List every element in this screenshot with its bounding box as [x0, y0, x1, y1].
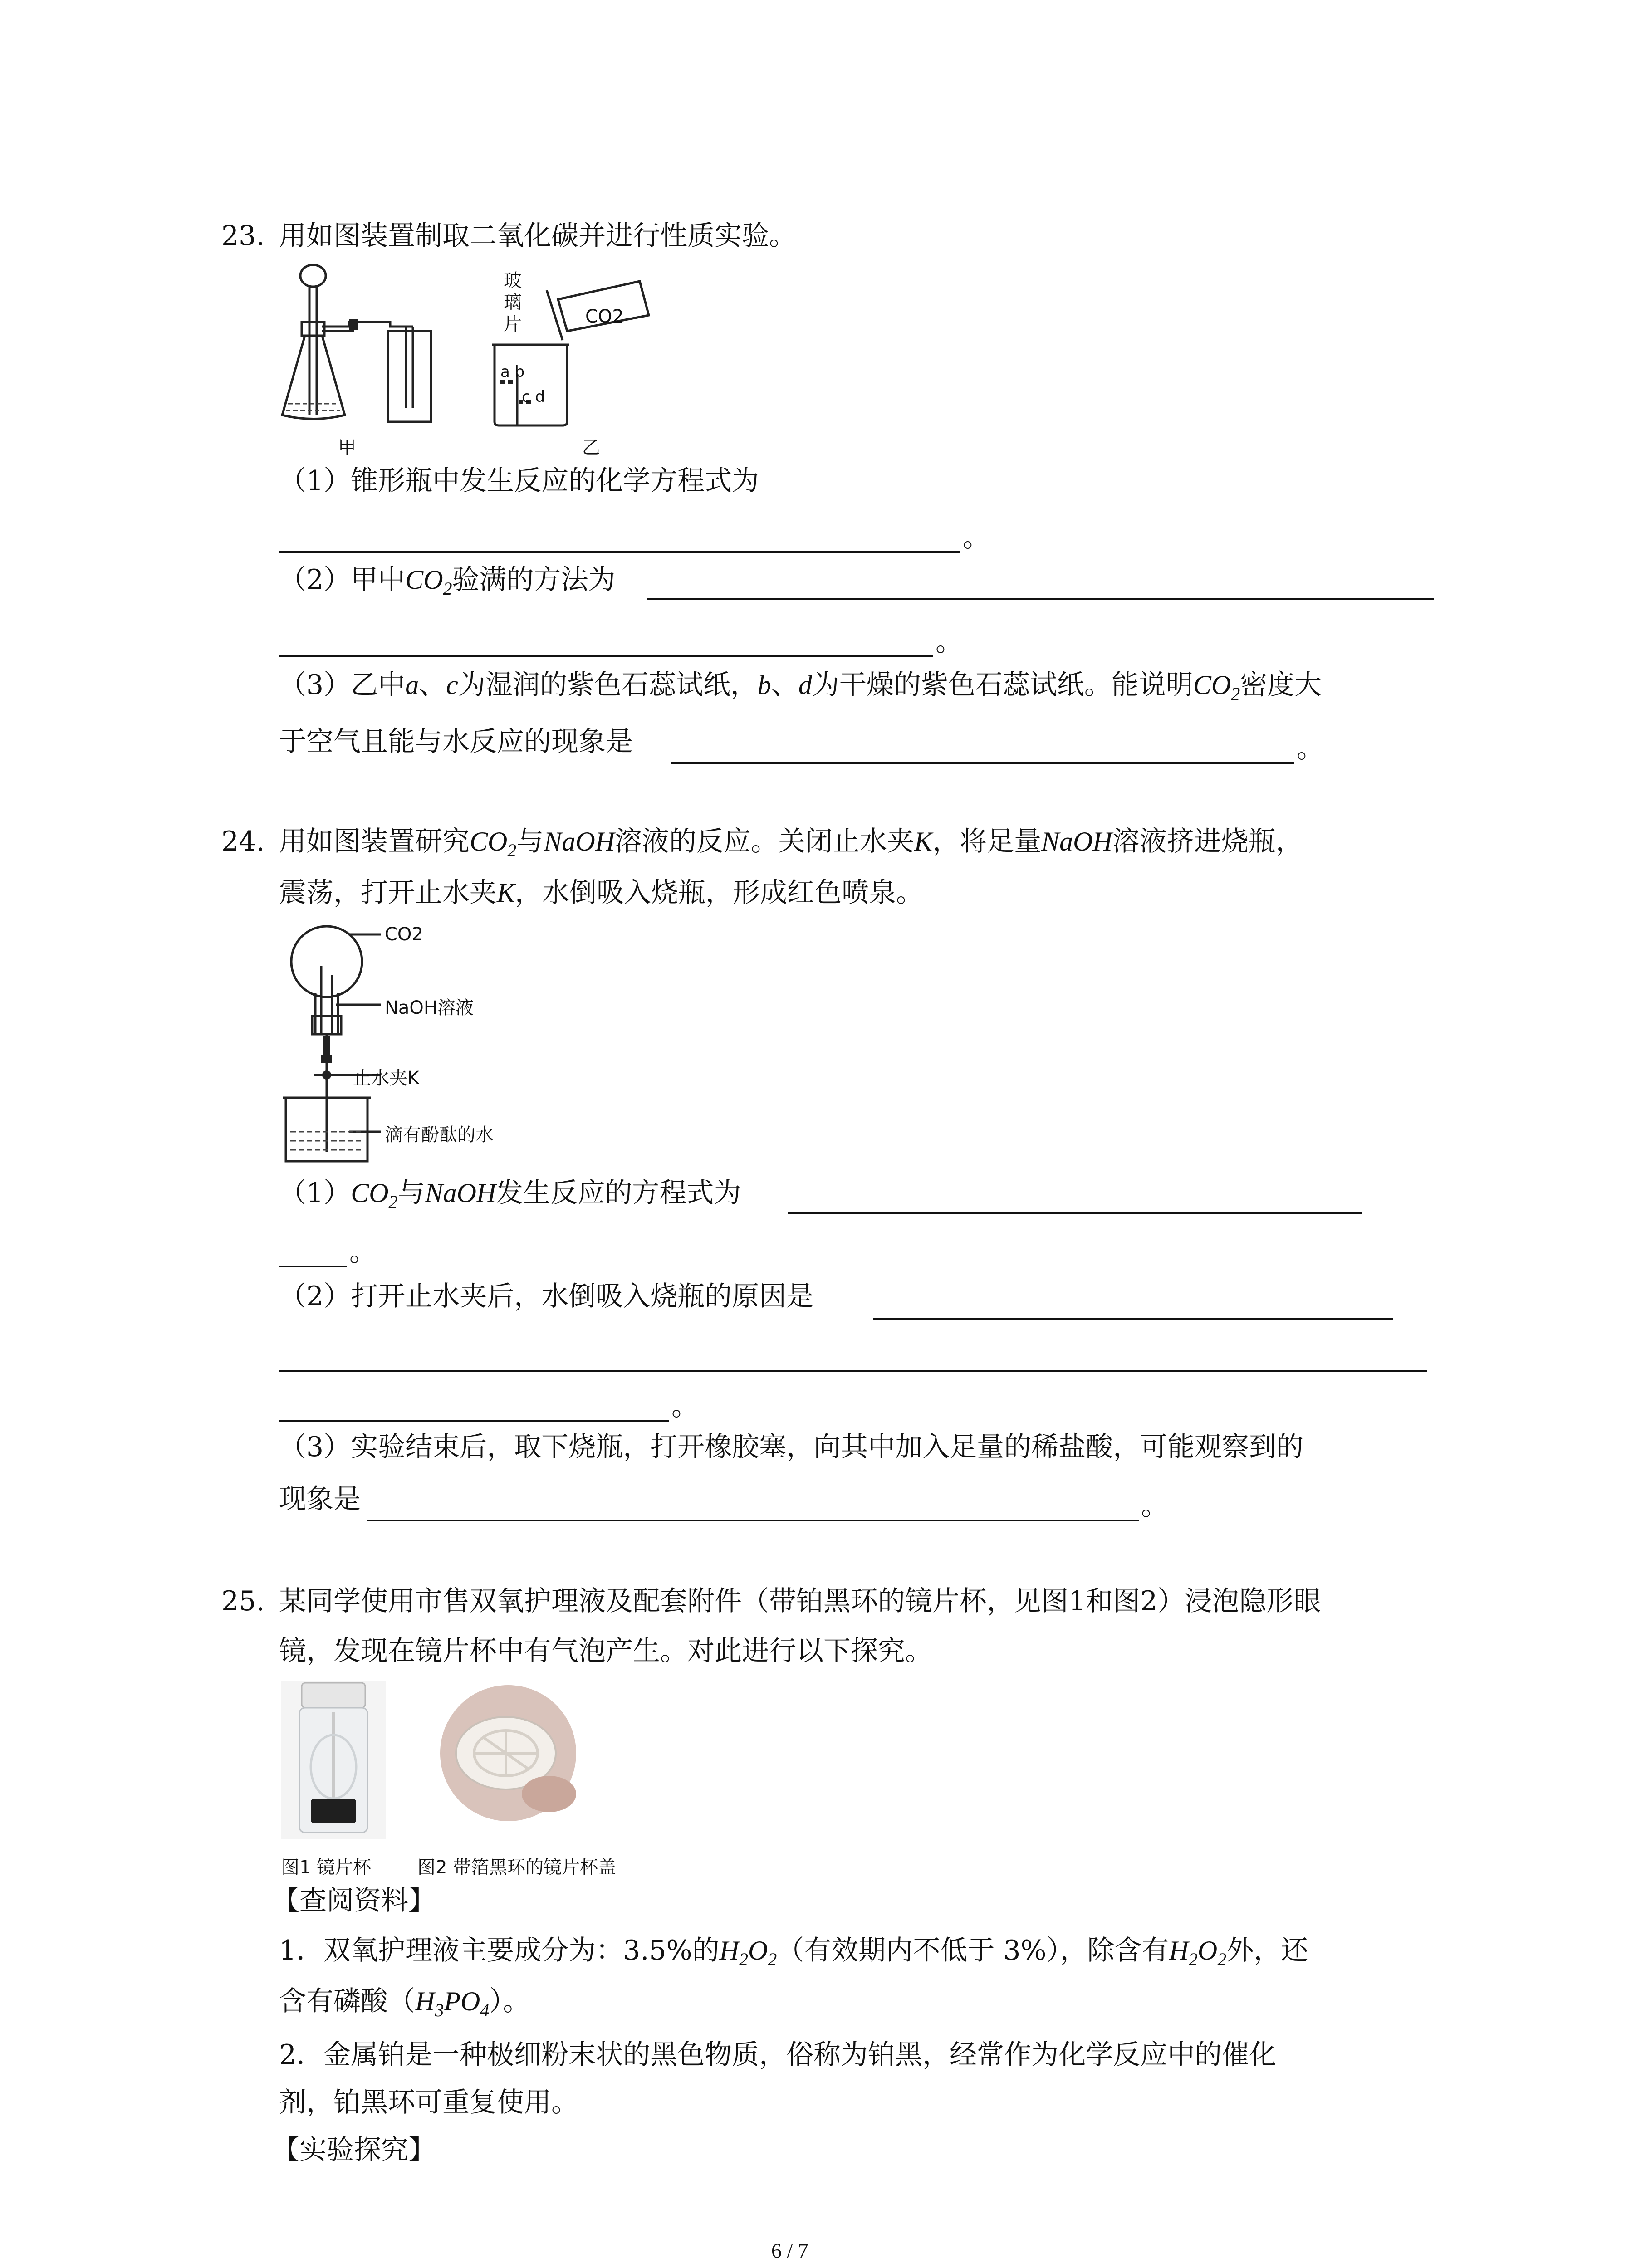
- q24-number: 24.: [221, 826, 265, 857]
- q24-part2-end: 。: [671, 1390, 699, 1422]
- q23-paper-ab: a b: [500, 363, 525, 381]
- q24-part3-answer-blank[interactable]: [367, 1520, 1139, 1521]
- q24-label-clamp: 止水夹K: [353, 1068, 420, 1089]
- q25-section-experiment: 【实验探究】: [272, 2134, 436, 2166]
- page-number: 6 / 7: [771, 2239, 808, 2262]
- q24-part1-answer-blank-2[interactable]: [279, 1266, 347, 1267]
- q23-label-jia: 甲: [338, 437, 356, 458]
- q23-part2-answer-blank-1[interactable]: [647, 598, 1434, 600]
- q23-part3-end: 。: [1297, 733, 1324, 764]
- q25-figure1-lens-cup: [281, 1681, 386, 1839]
- q24-stem-line2: 震荡，打开止水夹K，水倒吸入烧瓶，形成红色喷泉。: [279, 877, 924, 909]
- q25-number: 25.: [221, 1585, 265, 1617]
- q23-label-glass: 玻 璃 片: [504, 270, 522, 335]
- q23-label-yi: 乙: [582, 437, 600, 458]
- q25-stem-line2: 镜，发现在镜片杯中有气泡产生。对此进行以下探究。: [279, 1635, 932, 1667]
- q25-reference-2-line1: 2．金属铂是一种极细粉末状的黑色物质，俗称为铂黑，经常作为化学反应中的催化: [279, 2039, 1277, 2071]
- q24-label-water: 滴有酚酞的水: [385, 1124, 494, 1145]
- q24-part3-line1: （3）实验结束后，取下烧瓶，打开橡胶塞，向其中加入足量的稀盐酸，可能观察到的: [279, 1431, 1304, 1463]
- q23-part3-line1: （3）乙中a、c为湿润的紫色石蕊试纸，b、d为干燥的紫色石蕊试纸。能说明$CO_2$密度大: [279, 669, 1322, 704]
- q23-part3-answer-blank[interactable]: [671, 762, 1294, 764]
- q25-section-reference: 【查阅资料】: [272, 1885, 436, 1916]
- q23-stem: 用如图装置制取二氧化碳并进行性质实验。: [279, 220, 796, 252]
- q23-part2-answer-blank-2[interactable]: [279, 655, 933, 657]
- q24-label-co2: CO2: [385, 924, 423, 945]
- q25-figure1-caption: 图1 镜片杯: [281, 1857, 372, 1878]
- q25-reference-2-line2: 剂，铂黑环可重复使用。: [279, 2087, 578, 2118]
- q24-label-naoh-solution: NaOH溶液: [385, 997, 474, 1018]
- q24-part1-answer-blank-1[interactable]: [788, 1212, 1362, 1214]
- q24-part2-answer-blank-1[interactable]: [873, 1318, 1393, 1320]
- q24-part2-prompt: （2）打开止水夹后，水倒吸入烧瓶的原因是: [279, 1281, 814, 1312]
- q23-apparatus-yi: [490, 281, 653, 431]
- q23-label-co2: CO2: [585, 306, 624, 327]
- q23-part2-end: 。: [936, 626, 963, 658]
- q23-number: 23.: [221, 220, 265, 252]
- q24-stem-line1: 用如图装置研究$CO_2$与NaOH溶液的反应。关闭止水夹K，将足量NaOH溶液挤进烧瓶，: [279, 826, 1303, 860]
- q23-part3-line2: 于空气且能与水反应的现象是: [279, 726, 633, 758]
- q25-reference-1-line2: 含有磷酸$(H_3PO_4)$。: [279, 1985, 530, 2020]
- q23-part1-end: 。: [963, 522, 990, 553]
- q24-part1-end: 。: [349, 1236, 377, 1268]
- q24-part2-answer-blank-3[interactable]: [279, 1420, 669, 1422]
- q25-figure2-lens-cap: [438, 1681, 578, 1830]
- q23-paper-cd: c d: [522, 388, 545, 406]
- q25-stem-line1: 某同学使用市售双氧护理液及配套附件（带铂黑环的镜片杯，见图1和图2）浸泡隐形眼: [279, 1585, 1321, 1617]
- q24-part3-end: 。: [1141, 1490, 1168, 1522]
- q25-reference-1-line1: 1．双氧护理液主要成分为：3.5%的$H_2O_2$（有效期内不低于 3%），除含有$H_2O_2$外，还: [279, 1935, 1308, 1970]
- q24-part2-answer-blank-2[interactable]: [279, 1370, 1427, 1372]
- q23-part1-answer-blank[interactable]: [279, 551, 960, 553]
- q23-apparatus-jia: [277, 259, 445, 431]
- q25-figure2-caption: 图2 带箔黑环的镜片杯盖: [417, 1857, 617, 1878]
- q24-part1-prompt: $(1)CO_2$与NaOH发生反应的方程式为: [279, 1177, 741, 1212]
- q23-part2-prompt: （2）甲中$CO_2$验满的方法为: [279, 564, 616, 599]
- q24-part3-line2: 现象是: [279, 1483, 361, 1515]
- q23-part1-prompt: （1）锥形瓶中发生反应的化学方程式为: [279, 465, 759, 497]
- q24-fountain-apparatus: [281, 925, 399, 1170]
